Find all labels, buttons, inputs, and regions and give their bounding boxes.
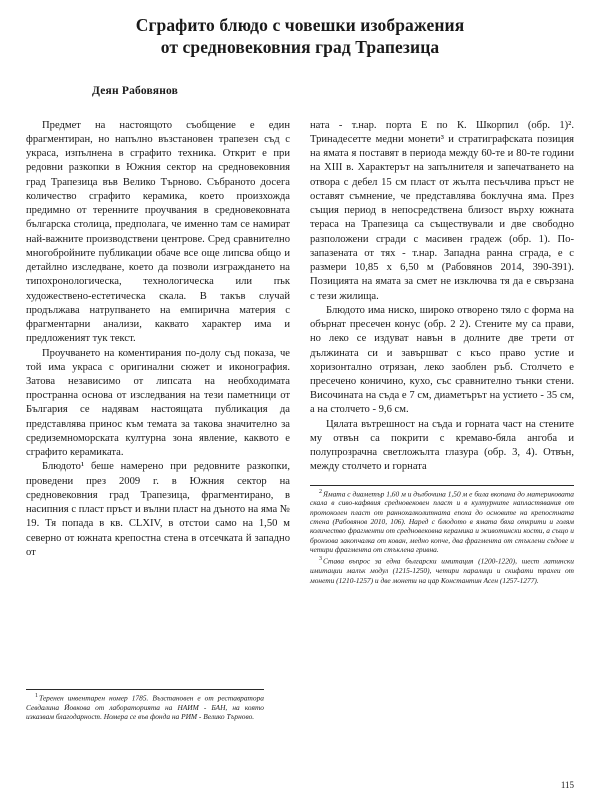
paragraph: Предмет на настоящото съобщение е един фрагментиран, но напълно възстановен трапезен съд с украса, изпълнена в сграфито техника. Открит е при редовни разкопки в Южния сектор на средновековния град Трапезица във Велико Търново. Събраното досега количество сграфито керамика, което произхожда предимно от теренните проучвания в средновековната българска столица, предполага, че именно там се намират най-важните производствени центрове. Сред сравнително многобройните публикации обаче все още липсва общо и детайлно изследване, което да позволи изграждането на типохронологическа, технологическа или пък художествено-естетическа скала. В такъв случай продължава натрупването на емпирична материя с фрагментарни анализи, каквато характер има и предложеният тук текст. — [26, 119, 290, 345]
footnote — [26, 693, 264, 721]
title-line-2: от средновековния град Трапезица — [160, 37, 440, 58]
body-columns — [26, 119, 574, 723]
footnote — [310, 489, 574, 555]
paragraph: Блюдото има ниско, широко отворено тяло с форма на обърнат пресечен конус (обр. 2 2). Стените му са прави, но леко се издуват навън в долните две трети от дължината си и завършват с късо право устие и хоризонтално отрязан, леко заоблен ръб. Столчето е пресечено коничино, кухо, със сравнително тънки стени. Височината на съда е 7 см, диаметърът на устието - 35 см, а на столчето - 9,6 см. — [310, 304, 574, 416]
footnote-block — [310, 485, 574, 585]
footnote-text: Става въпрос за една български имитация (1200-1220), шест латински имитации малък модул (1215-1250), четири паралици и скифати трахеи от монети (1210-1257) и две монети на цар Константин Асен (1257-1277). — [310, 556, 574, 585]
footnote-marker: 3 — [319, 556, 322, 563]
footnote-marker: 2 — [319, 488, 322, 495]
paragraph: ната - т.нар. порта Е по К. Шкорпил (обр. 1)². Тринадесетте медни монети³ и стратиграфската позиция на ямата я поставят в периода между 60-те и 80-те години на XIII в. Характерът на запълнителя и запечатването на отвора с дебел 15 см пласт от жълта песъчлива пръст не оставят съмнение, че представлява боклучна яма. През същия период в непосредствена близост върху южната тераса на Трапезица са съществували и две свободно разположени сгради с масивен градеж (обр. 1). По-запазената от тях - т.нар. Западна ранна сграда, е с размери 10,85 х 6,50 м (Рабовянов 2014, 390-391). Позицията на ямата за смет не изключва тя да е свързана с тези жилища. — [310, 119, 574, 302]
title-line-1: Сграфито блюдо с човешки изображения — [135, 15, 465, 35]
author-name: Деян Рабовянов — [92, 84, 179, 97]
footnote-text: Теренен инвентарен номер 1785. Възстановен е от реставратора Севдалина Йовкова от лабораторията на НАИМ - БАН, на която изказвам благодарност. Номера се във фонда на РИМ - Велико Търново. — [26, 693, 264, 721]
footnote-block — [26, 689, 264, 721]
footnote-text: Ямата с диаметър 1,60 м и дълбочина 1,50 м е била вкопана до материковата скала в сиво-кафявия средновековен пласт и в културните напластявания от протоколен пласт от раннохалколитната епоха до основите на крепостната стена (Рабовянов 2010, 106). Наред с блюдото в ямата бяха открити и голям количество фрагменти от средновековна керамика и животински кости, а също и бронзова закопчалка от кован, медно копче, два фрагмента от стъклени съдове и четири фрагмента от стъклена гривна. — [310, 489, 574, 555]
paragraph: Блюдото¹ беше намерено при редовните разкопки, проведени през 2009 г. в Южния сектор на средновековния град Трапезица, фрагментирано, в насипния с пласт пръст и вълни пласт на дъното на яма № 19. Тя попада в кв. CLXIV, в отстои само на 1,50 м северно от южната крепостна стена в отсечката й западно от — [26, 461, 290, 558]
page-number: 115 — [560, 780, 574, 790]
left-column — [26, 119, 290, 723]
footnote — [310, 556, 574, 584]
page-title — [32, 14, 568, 59]
right-column — [310, 119, 574, 587]
paragraph: Проучването на коментирания по-долу съд показа, че той има украса с оригинални сюжет и иконография. Затова независимо от липсата на необходимата пространна основа от изследвания на тези паметници от България се надявам настоящата публикация да представлява принос към темата за такова значително за средиземноморската културна зона явление, каквото е сграфито керамиката. — [26, 347, 290, 459]
paragraph: Цялата вътрешност на съда и горната част на стените му отвън са покрити с кремаво-бяла ангоба и полупрозрачна светложълта глазура (обр. 3, 4). Отвън, между столчето и горната — [310, 418, 574, 473]
footnote-marker: 1 — [35, 692, 38, 699]
